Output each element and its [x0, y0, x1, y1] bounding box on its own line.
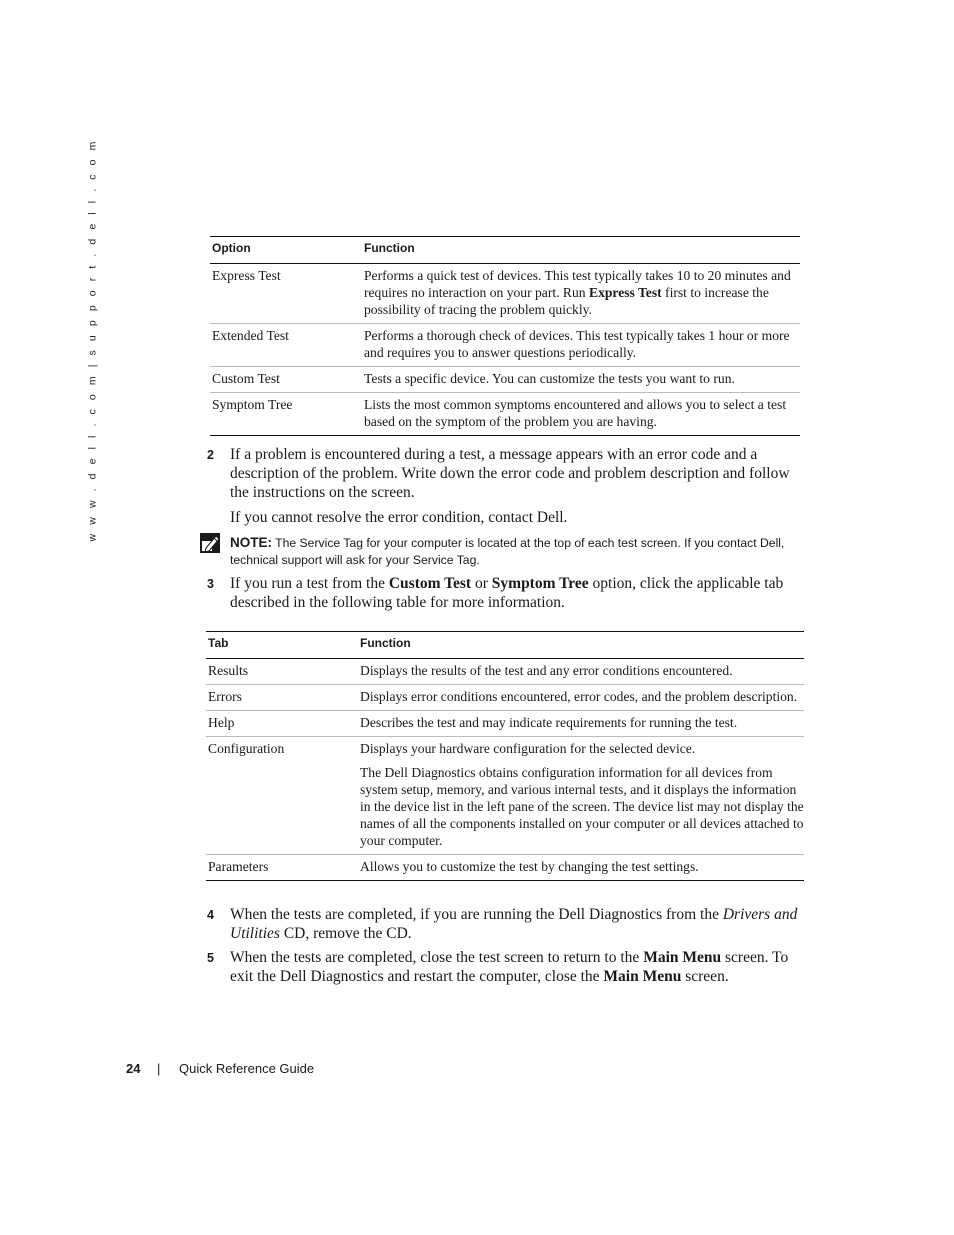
- step-text: If you run a test from the Custom Test or Symptom Tree option, click the applicable tab described in the following table for more information.: [230, 575, 784, 611]
- column-header-tab: Tab: [206, 632, 360, 659]
- table-row: [206, 685, 804, 711]
- note-box: [200, 533, 810, 569]
- function-cell: Performs a quick test of devices. This test typically takes 10 to 20 minutes and requires no interaction on your part. Run Express Test first to increase the possibility of tracing the problem quickly.: [364, 264, 800, 324]
- note-body: The Service Tag for your computer is located at the top of each test screen. If you contact Dell, technical support will ask for your Service Tag.: [230, 536, 785, 567]
- function-cell: Tests a specific device. You can customize the tests you want to run.: [364, 367, 800, 393]
- step-4: [207, 905, 805, 943]
- option-cell: Custom Test: [210, 367, 364, 393]
- table-row: [210, 367, 800, 393]
- sidebar-url: [83, 138, 101, 542]
- page-number: 24: [126, 1061, 141, 1076]
- step-number: 2: [207, 448, 214, 462]
- option-cell: Symptom Tree: [210, 393, 364, 436]
- table-row: [206, 659, 804, 685]
- step-text: When the tests are completed, if you are running the Dell Diagnostics from the Drivers and Utilities CD, remove the CD.: [230, 906, 798, 942]
- tabs-table: [206, 631, 804, 881]
- tab-cell: Errors: [206, 685, 360, 711]
- step-text: When the tests are completed, close the test screen to return to the Main Menu screen. To exit the Dell Diagnostics and restart the computer, close the Main Menu screen.: [230, 949, 789, 985]
- table-row: [210, 264, 800, 324]
- table-row: [206, 737, 804, 855]
- tab-cell: Help: [206, 711, 360, 737]
- function-cell: Displays error conditions encountered, error codes, and the problem description.: [360, 685, 804, 711]
- step-number: 4: [207, 908, 214, 922]
- note-pencil-icon: [200, 533, 220, 553]
- note-text: [230, 534, 810, 569]
- function-cell: Lists the most common symptoms encountered and allows you to select a test based on the symptom of the problem you are having.: [364, 393, 800, 436]
- function-cell: Allows you to customize the test by changing the test settings.: [360, 855, 804, 881]
- sidebar-url-text: w w w . d e l l . c o m | s u p p o r t . d e l l . c o m: [86, 138, 99, 542]
- function-cell: [360, 737, 804, 855]
- step-text: If a problem is encountered during a test, a message appears with an error code and a description of the problem. Write down the error code and problem description and follow the instructions on the screen.: [230, 446, 790, 501]
- step-number: 5: [207, 951, 214, 965]
- step-2: [207, 445, 805, 502]
- table-header-row: [206, 632, 804, 659]
- footer-title: Quick Reference Guide: [179, 1061, 315, 1076]
- step-5: [207, 948, 805, 986]
- function-cell: Describes the test and may indicate requirements for running the test.: [360, 711, 804, 737]
- tab-cell: Configuration: [206, 737, 360, 855]
- note-label: NOTE:: [230, 535, 272, 550]
- column-header-function: Function: [364, 237, 800, 264]
- option-cell: Express Test: [210, 264, 364, 324]
- step-3: [207, 574, 805, 612]
- tab-cell: Results: [206, 659, 360, 685]
- tab-cell: Parameters: [206, 855, 360, 881]
- footer-separator: |: [157, 1061, 161, 1076]
- column-header-function: Function: [360, 632, 804, 659]
- table-row: [206, 855, 804, 881]
- options-table: [210, 236, 800, 436]
- function-cell: Displays the results of the test and any error conditions encountered.: [360, 659, 804, 685]
- table-header-row: [210, 237, 800, 264]
- function-paragraph: The Dell Diagnostics obtains configuration information for all devices from system setup, memory, and various internal tests, and it displays the information in the device list in the left pane of the screen. The device list may not display the names of all the components installed on your computer or all devices attached to your computer.: [360, 765, 804, 848]
- column-header-option: Option: [210, 237, 364, 264]
- step-number: 3: [207, 577, 214, 591]
- function-paragraph: Displays your hardware configuration for the selected device.: [360, 741, 696, 756]
- contact-dell-paragraph: If you cannot resolve the error condition, contact Dell.: [230, 509, 568, 526]
- table-row: [206, 711, 804, 737]
- function-cell: Performs a thorough check of devices. This test typically takes 1 hour or more and requires you to answer questions periodically.: [364, 324, 800, 367]
- table-row: [210, 393, 800, 436]
- table-row: [210, 324, 800, 367]
- option-cell: Extended Test: [210, 324, 364, 367]
